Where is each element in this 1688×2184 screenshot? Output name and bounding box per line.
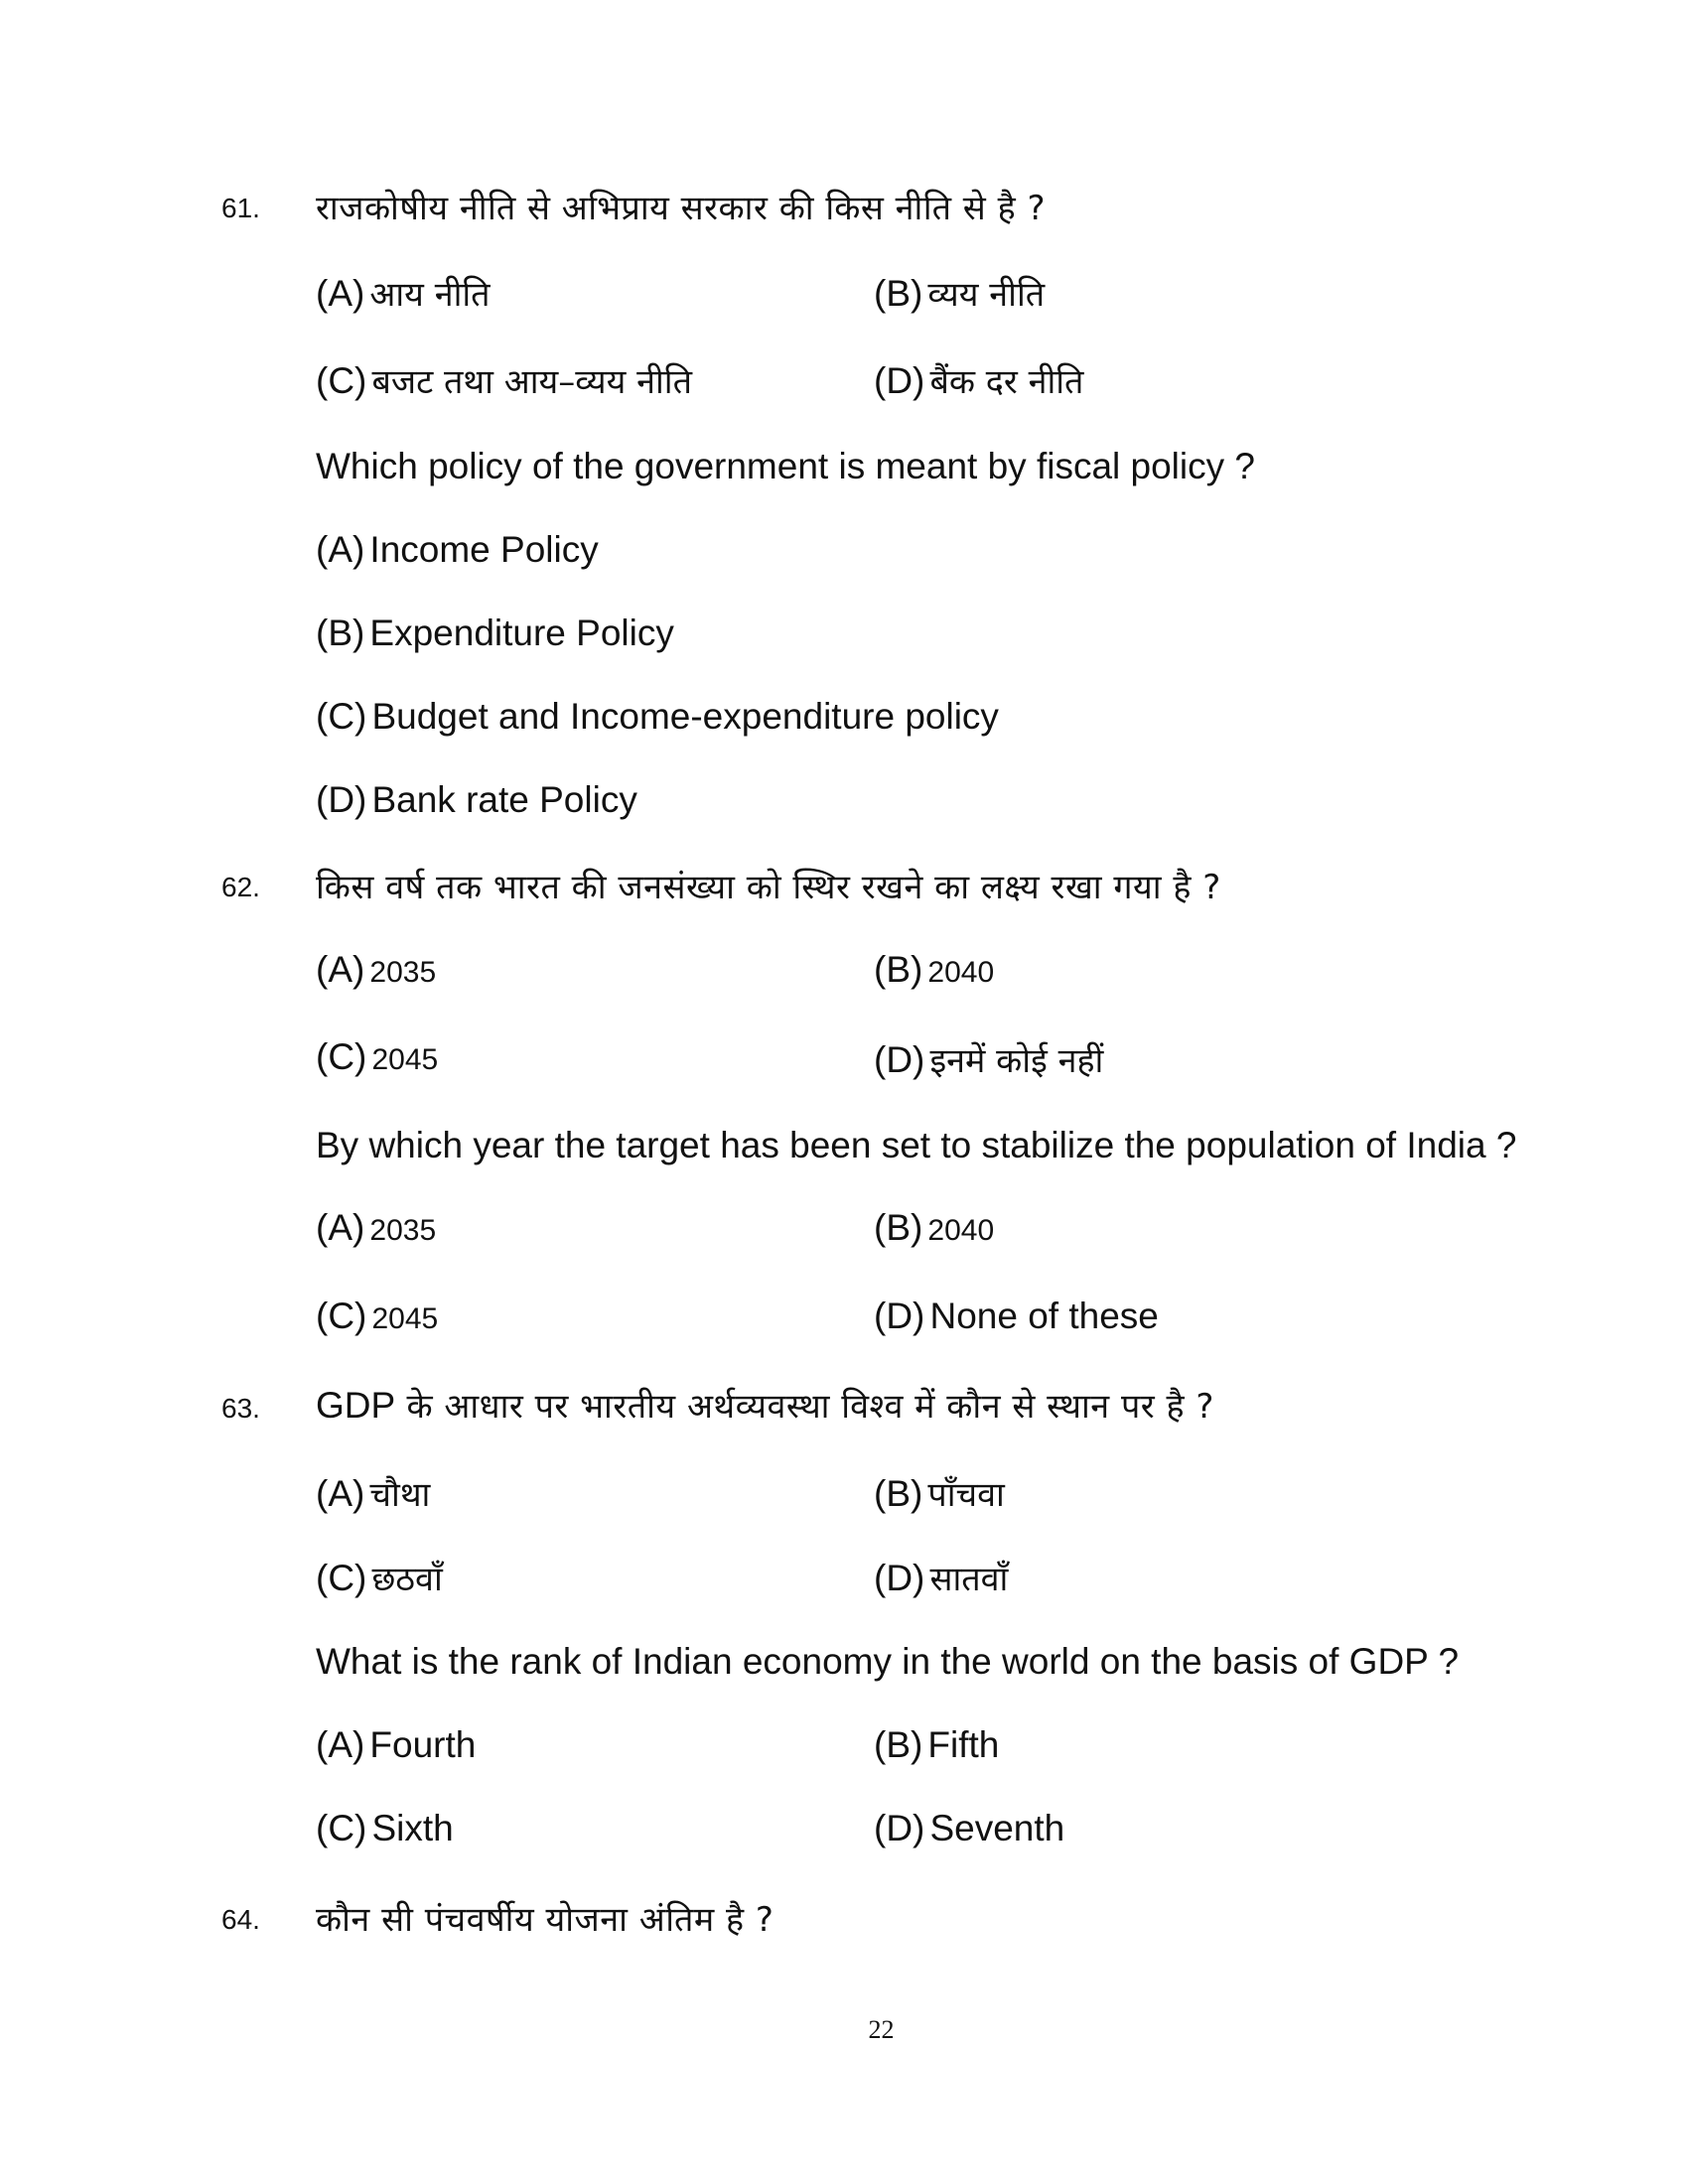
option-text: 2045 — [371, 1302, 439, 1335]
option-text: None of these — [929, 1296, 1159, 1336]
option-label: (D) — [874, 1296, 925, 1336]
option-text: चौथा — [369, 1475, 431, 1515]
question-61-hindi-stem: राजकोषीय नीति से अभिप्राय सरकार की किस नीति से है ? — [316, 189, 1046, 228]
question-63-number: 63. — [221, 1393, 260, 1424]
option-text: Fifth — [927, 1724, 1000, 1765]
option-label: (A) — [316, 529, 365, 570]
option-label: (C) — [316, 1296, 367, 1336]
option-label: (A) — [316, 1207, 365, 1248]
option-text: पाँचवा — [927, 1475, 1005, 1515]
question-62-hindi-option-d[interactable] — [874, 1036, 1103, 1082]
option-text: आय नीति — [369, 275, 491, 315]
stem-text: के आधार पर भारतीय अर्थव्यवस्था विश्व में कौन से स्थान पर है ? — [395, 1387, 1214, 1427]
option-label: (D) — [874, 1558, 925, 1598]
option-text: Budget and Income-expenditure policy — [371, 696, 999, 737]
question-62-hindi-stem: किस वर्ष तक भारत की जनसंख्या को स्थिर रखने का लक्ष्य रखा गया है ? — [316, 868, 1221, 907]
question-63-english-option-b[interactable] — [874, 1724, 999, 1766]
option-text: व्यय नीति — [927, 275, 1046, 315]
option-label: (A) — [316, 949, 365, 990]
option-text: 2045 — [371, 1043, 439, 1076]
question-61-english-option-a[interactable] — [316, 529, 599, 571]
question-61-hindi-option-c[interactable] — [316, 357, 692, 403]
option-label: (A) — [316, 1724, 365, 1765]
option-text: सातवाँ — [929, 1560, 1009, 1599]
option-text: Income Policy — [369, 529, 599, 570]
option-label: (A) — [316, 1473, 365, 1514]
option-text: 2035 — [369, 1214, 437, 1247]
question-63-english-option-a[interactable] — [316, 1724, 476, 1766]
question-63-hindi-option-a[interactable] — [316, 1470, 430, 1516]
question-61-hindi-option-b[interactable] — [874, 270, 1045, 316]
option-label: (B) — [874, 1724, 923, 1765]
option-text: Sixth — [371, 1808, 454, 1848]
option-label: (C) — [316, 1558, 367, 1598]
question-63-hindi-option-d[interactable] — [874, 1555, 1008, 1600]
question-62-number: 62. — [221, 872, 260, 902]
question-62-english-stem: By which year the target has been set to stabilize the population of India ? — [316, 1125, 1517, 1165]
option-text: बैंक दर नीति — [929, 362, 1084, 402]
question-63-english-option-c[interactable] — [316, 1808, 454, 1849]
question-61-english-stem: Which policy of the government is meant by fiscal policy ? — [316, 446, 1255, 486]
option-text: Fourth — [369, 1724, 477, 1765]
option-label: (D) — [874, 1039, 925, 1080]
question-62-english-option-d[interactable] — [874, 1296, 1159, 1337]
option-text: छठवाँ — [371, 1560, 443, 1599]
question-61-number: 61. — [221, 193, 260, 223]
stem-prefix: GDP — [316, 1385, 396, 1426]
question-62-hindi-option-a[interactable] — [316, 949, 436, 991]
option-label: (D) — [874, 360, 925, 401]
question-62-english-option-a[interactable] — [316, 1207, 436, 1249]
question-62-english-option-b[interactable] — [874, 1207, 994, 1249]
question-62-hindi-option-b[interactable] — [874, 949, 994, 991]
question-61-english-option-c[interactable] — [316, 696, 999, 738]
option-label: (D) — [874, 1808, 925, 1848]
question-61-hindi-option-a[interactable] — [316, 270, 491, 316]
option-label: (C) — [316, 696, 367, 737]
option-text: 2035 — [369, 956, 437, 989]
question-61-hindi-option-d[interactable] — [874, 357, 1083, 403]
option-text: बजट तथा आय–व्यय नीति — [371, 362, 692, 402]
question-62-hindi-option-c[interactable] — [316, 1036, 438, 1078]
option-label: (B) — [874, 1473, 923, 1514]
question-64-hindi-stem: कौन सी पंचवर्षीय योजना अंतिम है ? — [316, 1900, 774, 1940]
question-62-english-option-c[interactable] — [316, 1296, 438, 1337]
option-text: 2040 — [927, 956, 995, 989]
option-text: Expenditure Policy — [369, 613, 674, 653]
question-64-number: 64. — [221, 1904, 260, 1935]
question-63-hindi-option-c[interactable] — [316, 1555, 443, 1600]
question-63-hindi-stem — [316, 1382, 1214, 1428]
option-label: (D) — [316, 779, 367, 820]
option-label: (B) — [874, 1207, 923, 1248]
question-63-english-stem: What is the rank of Indian economy in the world on the basis of GDP ? — [316, 1641, 1460, 1682]
option-text: Seventh — [929, 1808, 1065, 1848]
page-number: 22 — [868, 2015, 895, 2044]
option-label: (C) — [316, 1036, 367, 1077]
option-text: Bank rate Policy — [371, 779, 637, 820]
option-label: (C) — [316, 360, 367, 401]
question-61-english-option-d[interactable] — [316, 779, 637, 821]
option-label: (B) — [874, 273, 923, 314]
option-label: (C) — [316, 1808, 367, 1848]
question-63-hindi-option-b[interactable] — [874, 1470, 1005, 1516]
option-label: (B) — [316, 613, 365, 653]
option-label: (B) — [874, 949, 923, 990]
option-text: 2040 — [927, 1214, 995, 1247]
question-61-english-option-b[interactable] — [316, 613, 674, 654]
option-text: इनमें कोई नहीं — [929, 1041, 1104, 1081]
question-63-english-option-d[interactable] — [874, 1808, 1064, 1849]
option-label: (A) — [316, 273, 365, 314]
